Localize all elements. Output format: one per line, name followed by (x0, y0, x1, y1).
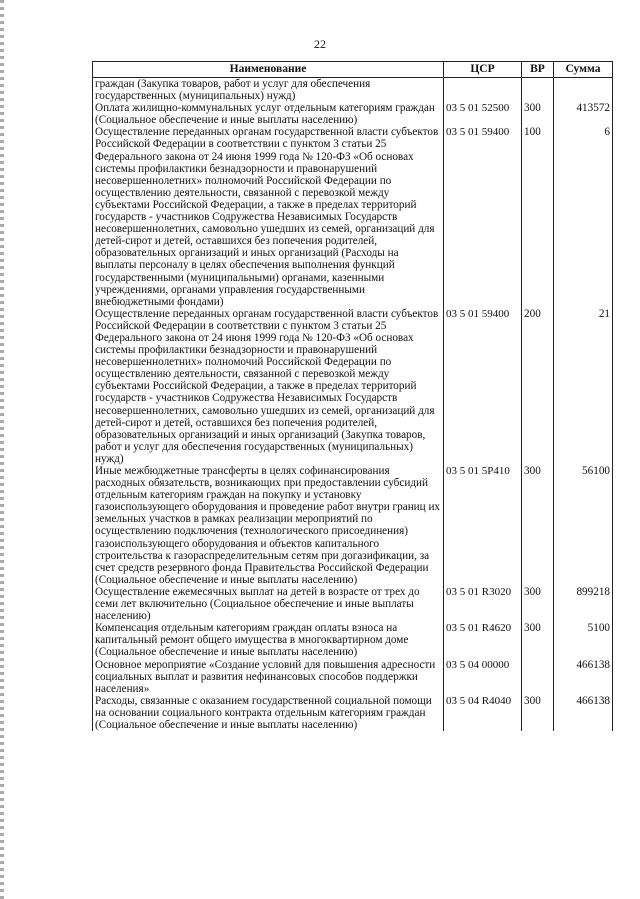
table-row (93, 659, 613, 695)
row-name: Компенсация отдельным категориям граждан оплаты взноса на капитальный ремонт общего имущества в многоквартирном доме (Социальное обеспечение и иные выплаты населению) (93, 622, 444, 658)
row-name: Расходы, связанные с оказанием государственной социальной помощи на основании социального контракта отдельным категориям граждан (Социальное обеспечение и иные выплаты населению) (93, 695, 444, 731)
row-sum: 56100 (554, 465, 613, 586)
row-vr: 300 (522, 695, 554, 731)
row-csr (444, 78, 522, 103)
row-sum (554, 78, 613, 103)
row-csr: 03 5 04 00000 (444, 659, 522, 695)
header-csr: ЦСР (444, 62, 522, 78)
budget-table (92, 61, 613, 731)
row-csr: 03 5 01 52500 (444, 102, 522, 126)
table-row (93, 622, 613, 658)
row-csr: 03 5 01 59400 (444, 308, 522, 465)
row-vr: 300 (522, 622, 554, 658)
row-name: граждан (Закупка товаров, работ и услуг для обеспечения государственных (муниципальных) нужд) (93, 78, 444, 103)
row-sum: 466138 (554, 659, 613, 695)
row-sum: 6 (554, 126, 613, 307)
row-vr: 300 (522, 465, 554, 586)
row-name: Осуществление переданных органам государственной власти субъектов Российской Федерации в соответствии с пунктом 3 статьи 25 Федерального закона от 24 июня 1999 года № 120-ФЗ «Об основах системы профилактики безнадзорности и правонарушений несовершеннолетних» полномочий Российской Федерации по осуществлению деятельности, связанной с перевозкой между субъектами Российской Федерации, а также в пределах территорий государств - участников Содружества Независимых Государств несовершеннолетних, самовольно ушедших из семей, организаций для детей-сирот и детей, оставшихся без попечения родителей, образовательных организаций и иных организаций (Расходы на выплаты персоналу в целях обеспечения выполнения функций государственными (муниципальными) органами, казенными учреждениями, органами управления государственными внебюджетными фондами) (93, 126, 444, 307)
header-vr: ВР (522, 62, 554, 78)
table-row (93, 308, 613, 465)
row-vr (522, 659, 554, 695)
table-row (93, 78, 613, 103)
table-row (93, 126, 613, 307)
row-vr (522, 78, 554, 103)
row-sum: 466138 (554, 695, 613, 731)
row-sum: 899218 (554, 586, 613, 622)
row-vr: 100 (522, 126, 554, 307)
row-name: Оплата жилищно-коммунальных услуг отдельным категориям граждан (Социальное обеспечение и иные выплаты населению) (93, 102, 444, 126)
row-csr: 03 5 01 R4620 (444, 622, 522, 658)
page-number: 22 (314, 37, 326, 51)
header-name: Наименование (93, 62, 444, 78)
header-sum: Сумма (554, 62, 613, 78)
row-sum: 5100 (554, 622, 613, 658)
row-csr: 03 5 01 59400 (444, 126, 522, 307)
table-row (93, 695, 613, 731)
row-sum: 21 (554, 308, 613, 465)
row-vr: 300 (522, 586, 554, 622)
scan-edge-artifact (0, 0, 4, 899)
row-name: Осуществление ежемесячных выплат на детей в возрасте от трех до семи лет включительно (Социальное обеспечение и иные выплаты населению) (93, 586, 444, 622)
row-vr: 300 (522, 102, 554, 126)
table-row (93, 102, 613, 126)
table-body (93, 78, 613, 732)
table-row (93, 586, 613, 622)
row-vr: 200 (522, 308, 554, 465)
row-csr: 03 5 01 R3020 (444, 586, 522, 622)
row-csr: 03 5 04 R4040 (444, 695, 522, 731)
row-name: Осуществление переданных органам государственной власти субъектов Российской Федерации в соответствии с пунктом 3 статьи 25 Федерального закона от 24 июня 1999 года № 120-ФЗ «Об основах системы профилактики безнадзорности и правонарушений несовершеннолетних» полномочий Российской Федерации по осуществлению деятельности, связанной с перевозкой между субъектами Российской Федерации, а также в пределах территорий государств - участников Содружества Независимых Государств несовершеннолетних, самовольно ушедших из семей, организаций для детей-сирот и детей, оставшихся без попечения родителей, образовательных организаций и иных организаций (Закупка товаров, работ и услуг для обеспечения государственных (муниципальных) нужд) (93, 308, 444, 465)
row-csr: 03 5 01 5P410 (444, 465, 522, 586)
table-header (93, 62, 613, 78)
row-name: Иные межбюджетные трансферты в целях софинансирования расходных обязательств, возникающих при предоставлении субсидий отдельным категориям граждан на покупку и установку газоиспользующего оборудования и проведение работ внутри границ их земельных участков в рамках реализации мероприятий по осуществлению подключения (технологического присоединения) газоиспользующего оборудования и объектов капитального строительства к газораспределительным сетям при догазификации, за счет средств резервного фонда Правительства Российской Федерации (Социальное обеспечение и иные выплаты населению) (93, 465, 444, 586)
row-sum: 413572 (554, 102, 613, 126)
table-row (93, 465, 613, 586)
row-name: Основное мероприятие «Создание условий для повышения адресности социальных выплат и развития нефинансовых способов поддержки населения» (93, 659, 444, 695)
